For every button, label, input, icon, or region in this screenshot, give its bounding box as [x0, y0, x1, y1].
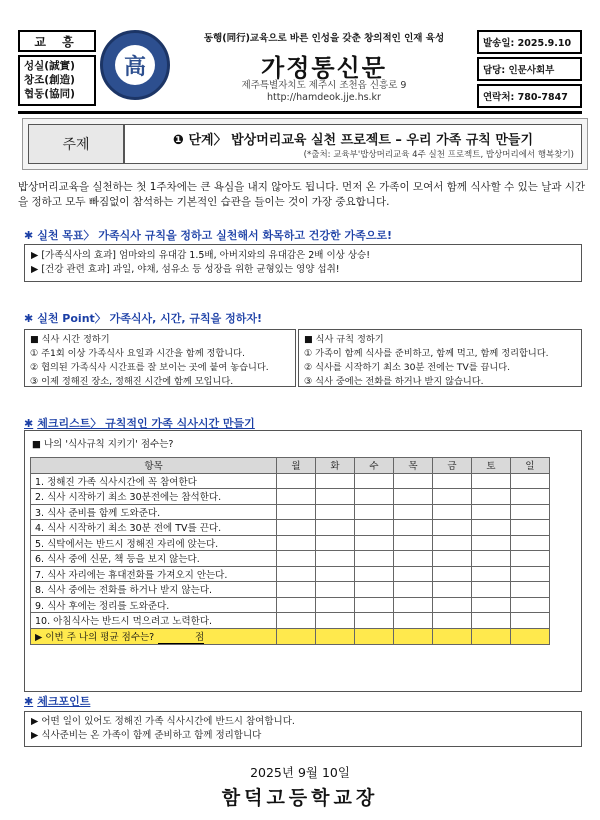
check-cell[interactable]: [355, 551, 394, 567]
check-cell[interactable]: [433, 504, 472, 520]
avg-cell[interactable]: [472, 628, 511, 644]
check-cell[interactable]: [355, 597, 394, 613]
check-cell[interactable]: [511, 504, 550, 520]
day-header: 목: [394, 458, 433, 474]
check-cell[interactable]: [472, 551, 511, 567]
check-cell[interactable]: [277, 535, 316, 551]
check-cell[interactable]: [316, 489, 355, 505]
check-cell[interactable]: [277, 551, 316, 567]
virtue-1: 성실(誠實): [24, 60, 75, 72]
theme-title: ❶ 단계〉 밥상머리교육 실천 프로젝트 – 우리 가족 규칙 만들기: [172, 133, 534, 148]
mealtime-item: ② 협의된 가족식사 시간표를 잘 보이는 곳에 붙여 놓습니다.: [30, 362, 269, 373]
day-header: 일: [511, 458, 550, 474]
check-cell[interactable]: [472, 489, 511, 505]
checklist-header-row: [31, 458, 550, 474]
avg-cell[interactable]: [511, 628, 550, 644]
check-cell[interactable]: [472, 535, 511, 551]
check-cell[interactable]: [316, 473, 355, 489]
checklist-item: 1. 정해진 가족 식사시간에 꼭 참여한다: [31, 473, 277, 489]
department: 담당: 인문사회부: [477, 57, 582, 81]
contact: 연락처: 780-7847: [477, 84, 582, 108]
avg-cell[interactable]: [433, 628, 472, 644]
star-icon: ✱: [24, 695, 34, 708]
day-header: 토: [472, 458, 511, 474]
check-cell[interactable]: [511, 566, 550, 582]
checklist-item: 8. 식사 중에는 전화를 하거나 받지 않는다.: [31, 582, 277, 598]
check-cell[interactable]: [433, 473, 472, 489]
avg-cell[interactable]: [355, 628, 394, 644]
check-cell[interactable]: [472, 504, 511, 520]
check-cell[interactable]: [394, 597, 433, 613]
goal-title: 실천 목표〉 가족식사 규칙을 정하고 실천해서 화목하고 건강한 가족으로!: [37, 229, 393, 242]
school-logo: [100, 30, 170, 100]
meal-rules-box: [298, 329, 582, 387]
check-cell[interactable]: [433, 566, 472, 582]
check-cell[interactable]: [316, 597, 355, 613]
page-title: 가정통신문: [261, 53, 387, 82]
checkpoint-item: ▶ 식사준비는 온 가족이 함께 준비하고 함께 정리합니다: [31, 730, 262, 741]
category-badge: 교 흥: [18, 30, 96, 52]
checklist-table: [30, 457, 550, 645]
meal-rules-heading: ■ 식사 규칙 정하기: [304, 334, 384, 345]
day-header: 수: [355, 458, 394, 474]
checklist-item: 5. 식탁에서는 반드시 정해진 자리에 앉는다.: [31, 535, 277, 551]
checklist-item: 4. 식사 시작하기 최소 30분 전에 TV를 끈다.: [31, 520, 277, 536]
check-cell[interactable]: [511, 582, 550, 598]
check-cell[interactable]: [394, 473, 433, 489]
check-cell[interactable]: [394, 504, 433, 520]
check-cell[interactable]: [394, 566, 433, 582]
day-header: 화: [316, 458, 355, 474]
table-row: [31, 613, 550, 629]
virtue-2: 창조(創造): [24, 74, 75, 86]
check-cell[interactable]: [511, 473, 550, 489]
goal-item: ▶ [가족식사의 효과] 엄마와의 유대감 1.5배, 아버지와의 유대감은 2배 이상 상승!: [31, 250, 371, 261]
check-cell[interactable]: [316, 504, 355, 520]
check-cell[interactable]: [355, 535, 394, 551]
mealtime-box: [24, 329, 296, 387]
check-cell[interactable]: [511, 535, 550, 551]
mealtime-item: ① 주1회 이상 가족식사 요일과 시간을 함께 정합니다.: [30, 348, 245, 359]
star-icon: ✱: [24, 312, 34, 325]
col-item-header: 항목: [31, 458, 277, 474]
check-cell[interactable]: [472, 582, 511, 598]
table-row: [31, 489, 550, 505]
star-icon: ✱: [24, 417, 34, 430]
check-cell[interactable]: [277, 473, 316, 489]
check-cell[interactable]: [355, 489, 394, 505]
meal-rules-item: ③ 식사 중에는 전화를 하거나 받지 않습니다.: [304, 376, 484, 387]
mealtime-heading: ■ 식사 시간 정하기: [30, 334, 110, 345]
check-cell[interactable]: [355, 566, 394, 582]
goal-section-title: [24, 227, 392, 243]
check-cell[interactable]: [277, 613, 316, 629]
average-score-input[interactable]: 점: [158, 629, 204, 644]
check-cell[interactable]: [355, 504, 394, 520]
check-cell[interactable]: [355, 473, 394, 489]
check-cell[interactable]: [394, 551, 433, 567]
day-header: 월: [277, 458, 316, 474]
checkpoint-box: [24, 711, 582, 747]
check-cell[interactable]: [511, 613, 550, 629]
check-cell[interactable]: [433, 535, 472, 551]
footer-date: 2025년 9월 10일: [250, 765, 350, 780]
average-score-label: ▶ 이번 주 나의 평균 점수는?: [35, 631, 155, 643]
table-row: [31, 551, 550, 567]
theme-label: 주제: [28, 124, 124, 164]
checklist-item: 3. 식사 준비를 함께 도와준다.: [31, 504, 277, 520]
checkpoint-title: 체크포인트: [37, 695, 91, 708]
check-cell[interactable]: [277, 597, 316, 613]
table-row: [31, 535, 550, 551]
point-title: 실천 Point〉 가족식사, 시간, 규칙을 정하자!: [37, 312, 262, 325]
avg-cell[interactable]: [316, 628, 355, 644]
check-cell[interactable]: [433, 551, 472, 567]
point-section-title: [24, 310, 262, 326]
check-cell[interactable]: [433, 520, 472, 536]
avg-cell[interactable]: [277, 628, 316, 644]
table-row: [31, 473, 550, 489]
check-cell[interactable]: [511, 551, 550, 567]
virtue-3: 협동(協同): [24, 88, 75, 100]
average-score-cell: [31, 628, 277, 644]
checklist-title: 체크리스트〉 규칙적인 가족 식사시간 만들기: [37, 417, 255, 430]
day-header: 금: [433, 458, 472, 474]
check-cell[interactable]: [316, 613, 355, 629]
check-cell[interactable]: [433, 613, 472, 629]
check-cell[interactable]: [511, 597, 550, 613]
check-cell[interactable]: [472, 597, 511, 613]
check-cell[interactable]: [433, 489, 472, 505]
checklist-item: 6. 식사 중에 신문, 책 등을 보지 않는다.: [31, 551, 277, 567]
check-cell[interactable]: [511, 520, 550, 536]
check-cell[interactable]: [433, 597, 472, 613]
check-cell[interactable]: [277, 566, 316, 582]
intro-text: 밥상머리교육을 실천하는 첫 1주차에는 큰 욕심을 내지 않아도 됩니다. 먼저 온 가족이 모여서 함께 식사할 수 있는 날과 시간을 정하고 모두 빠짐없이 참석하는 기본적인 습관을 들이는 것이 가장 중요합니다.: [18, 181, 586, 208]
goal-box: [24, 244, 582, 282]
goal-item: ▶ [건강 관련 효과] 과일, 야채, 섬유소 등 성장을 위한 균형있는 영양 섭취!: [31, 264, 340, 275]
table-row: [31, 582, 550, 598]
table-row: [31, 597, 550, 613]
slogan: 동행(同行)교육으로 바른 인성을 갖춘 창의적인 인재 육성: [203, 33, 445, 44]
address: [175, 80, 473, 104]
table-row: [31, 520, 550, 536]
check-cell[interactable]: [394, 613, 433, 629]
table-row: [31, 566, 550, 582]
virtues-box: [18, 55, 96, 106]
check-cell[interactable]: [472, 520, 511, 536]
check-cell[interactable]: [433, 582, 472, 598]
check-cell[interactable]: [277, 504, 316, 520]
checklist-subtitle: ■ 나의 '식사규칙 지키기' 점수는?: [32, 439, 174, 450]
check-cell[interactable]: [472, 473, 511, 489]
checklist-item: 9. 식사 후에는 정리를 도와준다.: [31, 597, 277, 613]
check-cell[interactable]: [316, 520, 355, 536]
footer-signer: 함덕고등학교장: [221, 787, 379, 809]
check-cell[interactable]: [316, 582, 355, 598]
avg-cell[interactable]: [394, 628, 433, 644]
address-line: 제주특별자치도 제주시 조천읍 신흥로 9: [241, 80, 407, 91]
meal-rules-item: ① 가족이 함께 식사를 준비하고, 함께 먹고, 함께 정리합니다.: [304, 348, 549, 359]
check-cell[interactable]: [394, 582, 433, 598]
school-logo-char: 高: [115, 45, 155, 85]
meal-rules-item: ② 식사를 시작하기 최소 30분 전에는 TV를 끕니다.: [304, 362, 511, 373]
check-cell[interactable]: [355, 582, 394, 598]
checkpoint-section-title: [24, 693, 90, 709]
check-cell[interactable]: [394, 489, 433, 505]
checklist-item: 7. 식사 자리에는 휴대전화를 가져오지 안는다.: [31, 566, 277, 582]
check-cell[interactable]: [472, 613, 511, 629]
check-cell[interactable]: [355, 613, 394, 629]
issue-date: 발송일: 2025.9.10: [477, 30, 582, 54]
check-cell[interactable]: [472, 566, 511, 582]
theme-source: (*출처: 교육부'밥상머리교육 4주 실천 프로젝트, 밥상머리에서 행복찾기): [303, 150, 574, 160]
check-cell[interactable]: [511, 489, 550, 505]
check-cell[interactable]: [316, 535, 355, 551]
check-cell[interactable]: [316, 551, 355, 567]
star-icon: ✱: [24, 229, 34, 242]
check-cell[interactable]: [355, 520, 394, 536]
checklist-item: 2. 식사 시작하기 최소 30분전에는 참석한다.: [31, 489, 277, 505]
checklist-section-title: [24, 415, 255, 431]
table-row: [31, 504, 550, 520]
checklist-item: 10. 아침식사는 반드시 먹으려고 노력한다.: [31, 613, 277, 629]
check-cell[interactable]: [394, 535, 433, 551]
website-link[interactable]: http://hamdeok.jje.hs.kr: [267, 92, 381, 103]
check-cell[interactable]: [277, 582, 316, 598]
check-cell[interactable]: [394, 520, 433, 536]
mealtime-item: ③ 이제 정해진 장소, 정해진 시간에 함께 모입니다.: [30, 376, 234, 387]
header-divider: [18, 111, 582, 114]
check-cell[interactable]: [316, 566, 355, 582]
check-cell[interactable]: [277, 489, 316, 505]
check-cell[interactable]: [277, 520, 316, 536]
checkpoint-item: ▶ 어떤 일이 있어도 정해진 가족 식사시간에 반드시 참여합니다.: [31, 716, 295, 727]
average-score-row: [31, 628, 550, 644]
